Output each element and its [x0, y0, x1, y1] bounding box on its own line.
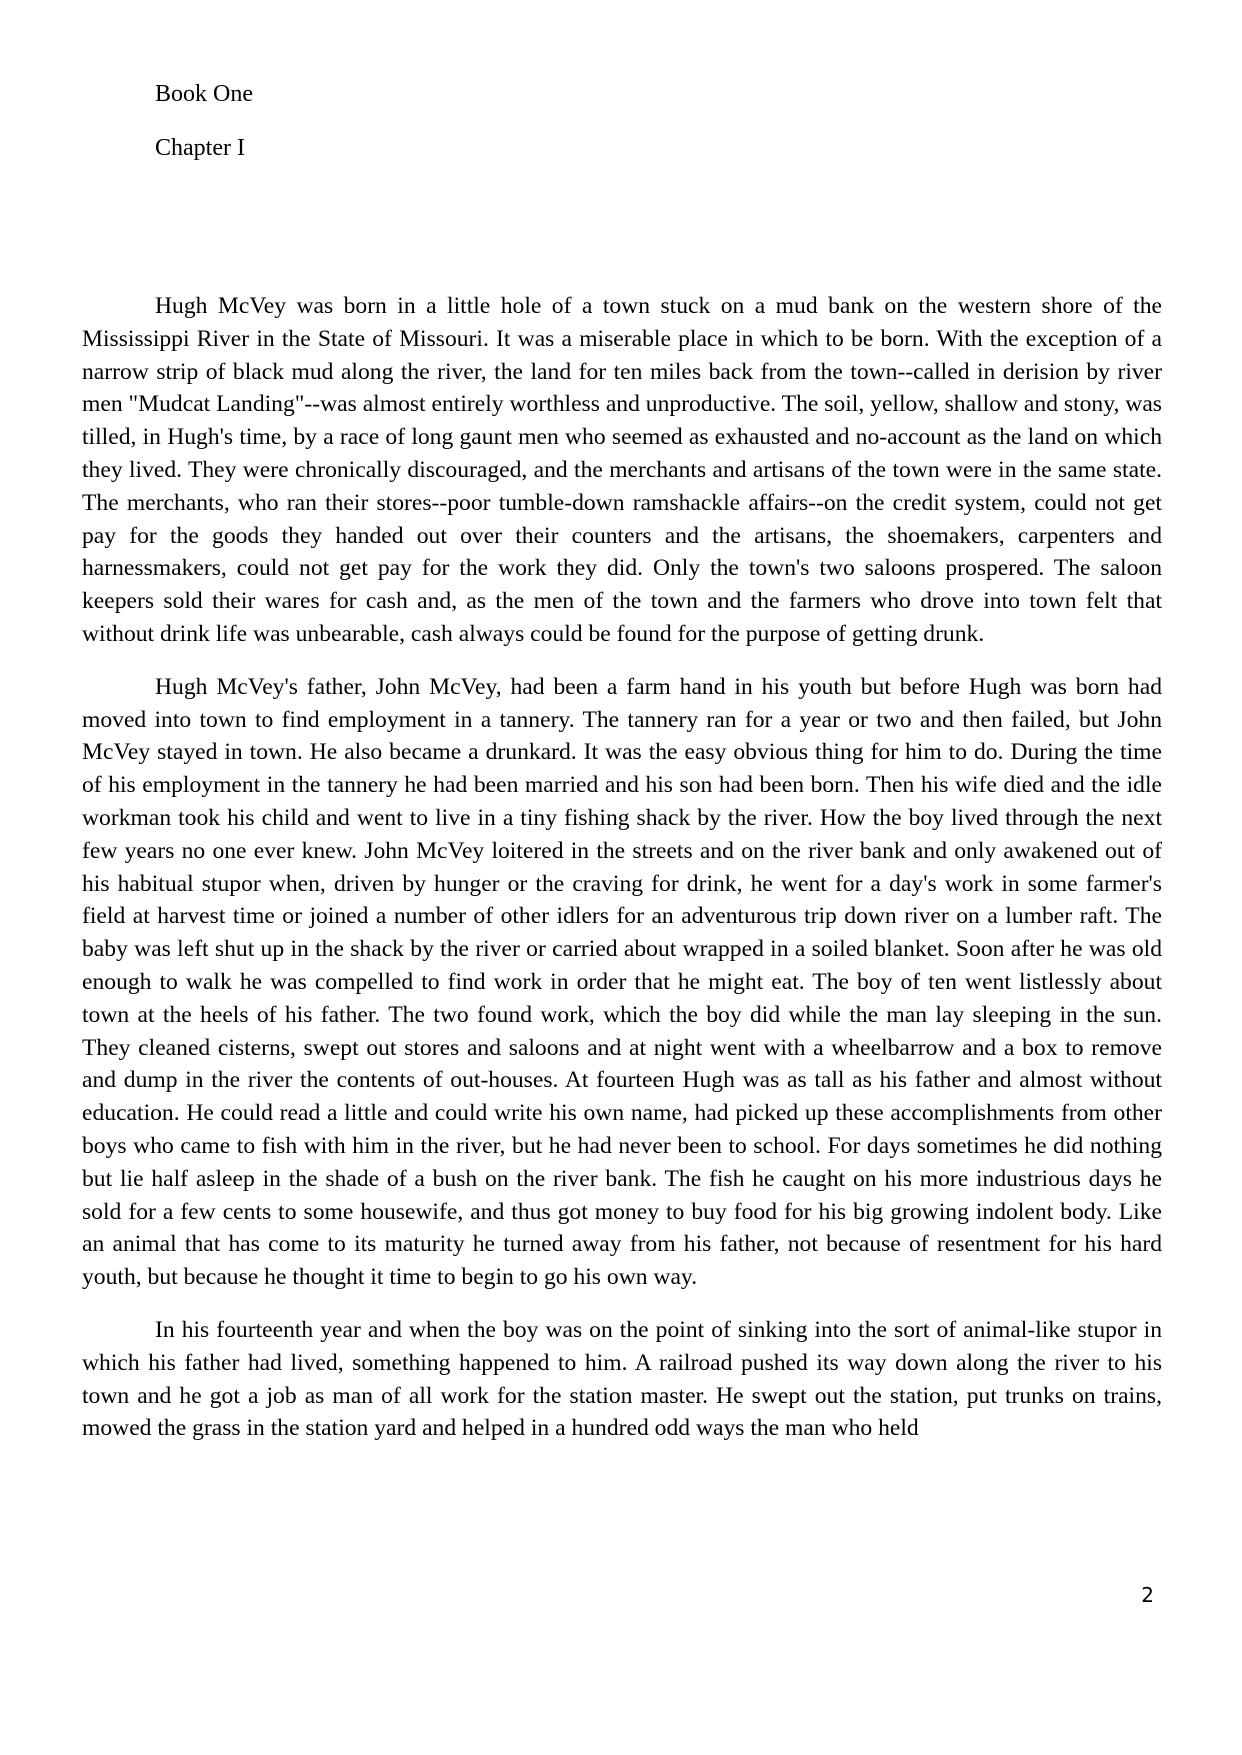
body-text [82, 290, 1162, 1465]
paragraph-2: Hugh McVey's father, John McVey, had been a farm hand in his youth but before Hugh was born had moved into town to find employment in a tannery. The tannery ran for a year or two and then failed, but John McVey stayed in town. He also became a drunkard. It was the easy obvious thing for him to do. During the time of his employment in the tannery he had been married and his son had been born. Then his wife died and the idle workman took his child and went to live in a tiny fishing shack by the river. How the boy lived through the next few years no one ever knew. John McVey loitered in the streets and on the river bank and only awakened out of his habitual stupor when, driven by hunger or the craving for drink, he went for a day's work in some farmer's field at harvest time or joined a number of other idlers for an adventurous trip down river on a lumber raft. The baby was left shut up in the shack by the river or carried about wrapped in a soiled blanket. Soon after he was old enough to walk he was compelled to find work in order that he might eat. The boy of ten went listlessly about town at the heels of his father. The two found work, which the boy did while the man lay sleeping in the sun. They cleaned cisterns, swept out stores and saloons and at night went with a wheelbarrow and a box to remove and dump in the river the contents of out-houses. At fourteen Hugh was as tall as his father and almost without education. He could read a little and could write his own name, had picked up these accomplishments from other boys who came to fish with him in the river, but he had never been to school. For days sometimes he did nothing but lie half asleep in the shade of a bush on the river bank. The fish he caught on his more industrious days he sold for a few cents to some housewife, and thus got money to buy food for his big growing indolent body. Like an animal that has come to its maturity he turned away from his father, not because of resentment for his hard youth, but because he thought it time to begin to go his own way. [82, 673, 1162, 1291]
page-number: 2 [1141, 1583, 1154, 1607]
book-title: Book One [155, 81, 253, 107]
chapter-title: Chapter I [155, 135, 245, 161]
paragraph-3: In his fourteenth year and when the boy was on the point of sinking into the sort of animal-like stupor in which his father had lived, something happened to him. A railroad pushed its way down along the river to his town and he got a job as man of all work for the station master. He swept out the station, put trunks on trains, mowed the grass in the station yard and helped in a hundred odd ways the man who held [82, 1316, 1162, 1442]
paragraph-1: Hugh McVey was born in a little hole of a town stuck on a mud bank on the western shore of the Mississippi River in the State of Missouri. It was a miserable place in which to be born. With the exception of a narrow strip of black mud along the river, the land for ten miles back from the town--called in derision by river men "Mudcat Landing"--was almost entirely worthless and unproductive. The soil, yellow, shallow and stony, was tilled, in Hugh's time, by a race of long gaunt men who seemed as exhausted and no-account as the land on which they lived. They were chronically discouraged, and the merchants and artisans of the town were in the same state. The merchants, who ran their stores--poor tumble-down ramshackle affairs--on the credit system, could not get pay for the goods they handed out over their counters and the artisans, the shoemakers, carpenters and harnessmakers, could not get pay for the work they did. Only the town's two saloons prospered. The saloon keepers sold their wares for cash and, as the men of the town and the farmers who drove into town felt that without drink life was unbearable, cash always could be found for the purpose of getting drunk. [82, 293, 1162, 647]
